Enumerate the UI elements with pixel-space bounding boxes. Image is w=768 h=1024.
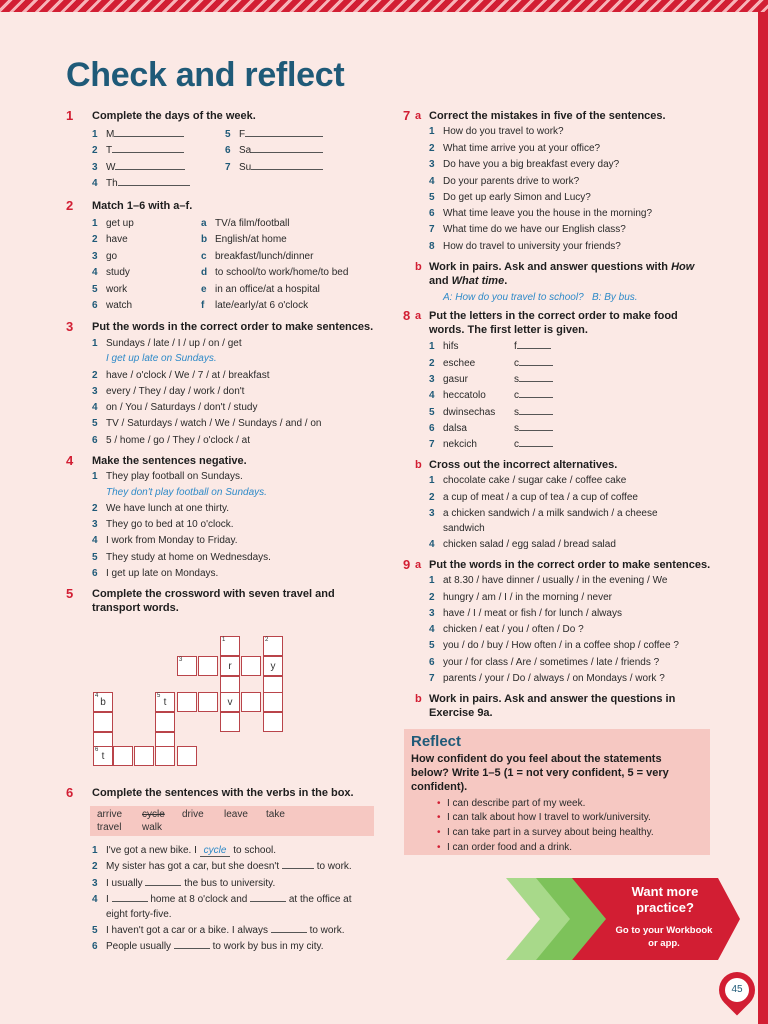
exercise-9b-instruction: Work in pairs. Ask and answer the questions in: [429, 693, 676, 705]
banner-subtext[interactable]: Go to your Workbook or app.: [615, 925, 713, 949]
ex3-item: 3 every / They / day / work / don't: [92, 386, 245, 397]
ex3-item: 6 5 / home / go / They / o'clock / at: [92, 435, 251, 446]
ex2-left-item: 4 study: [92, 267, 130, 278]
ex7-item: 5 Do get up early Simon and Lucy?: [429, 192, 591, 203]
ex4-item: 1 They play football on Sundays.: [92, 471, 243, 482]
ex1-item: 3 W: [92, 160, 185, 175]
ex1-item: 6 Sa: [225, 143, 323, 158]
ex7-item: 8 How do travel to university your friends?: [429, 241, 621, 252]
crossword-cell[interactable]: [198, 692, 218, 712]
box-word-used: cycle: [142, 809, 165, 820]
ex2-right-item: f late/early/at 6 o'clock: [201, 300, 309, 311]
ex7-item: 4 Do your parents drive to work?: [429, 176, 580, 187]
ex8b-item: 3 a chicken sandwich / a milk sandwich / a cheese: [429, 508, 658, 519]
exercise-6-instruction: Complete the sentences with the verbs in the box.: [92, 787, 354, 799]
exercise-6-number: 6: [66, 785, 74, 800]
exercise-1-number: 1: [66, 108, 74, 123]
ex4-item: 4 I work from Monday to Friday.: [92, 535, 238, 546]
ex9-item: 5 you / do / buy / How often / in a coffee shop / coffee ?: [429, 640, 679, 651]
ex2-right-item: b English/at home: [201, 234, 287, 245]
ex6-item: 3 I usually the bus to university.: [92, 878, 276, 889]
exercise-8-number: 8: [403, 308, 411, 323]
ex3-example-answer: I get up late on Sundays.: [106, 353, 217, 364]
crossword-cell[interactable]: v: [220, 692, 240, 712]
right-edge-stripe: [758, 12, 768, 1024]
box-word: drive: [182, 809, 204, 820]
exercise-7a-instruction: Correct the mistakes in five of the sentences.: [429, 110, 666, 122]
box-word: travel: [97, 822, 122, 833]
ex2-left-item: 2 have: [92, 234, 128, 245]
ex9-item: 3 have / I / meat or fish / for lunch / always: [429, 608, 622, 619]
top-stripe: [0, 0, 768, 12]
exercise-8a-label: a: [415, 310, 422, 322]
ex3-item: 1 Sundays / late / I / up / on / get: [92, 338, 242, 349]
exercise-3-number: 3: [66, 319, 74, 334]
ex8-item: 6 dalsa s: [429, 421, 553, 436]
crossword-cell[interactable]: [113, 746, 133, 766]
reflect-bullet: • I can order food and a drink.: [437, 842, 573, 853]
exercise-4-number: 4: [66, 453, 74, 468]
exercise-9a-instruction: Put the words in the correct order to make sentences.: [429, 559, 711, 571]
banner-heading[interactable]: Want more practice?: [631, 884, 699, 915]
crossword-cell[interactable]: [134, 746, 154, 766]
crossword-cell[interactable]: [155, 746, 175, 766]
ex6-item: 1 I've got a new bike. I cycle to school.: [92, 845, 277, 856]
crossword-cell[interactable]: 2: [263, 636, 283, 656]
crossword-cell[interactable]: 5 t: [155, 692, 175, 712]
ex7b-example: A: How do you travel to school? B: By bus.: [443, 292, 638, 303]
exercise-9b-instruction-cont: Exercise 9a.: [429, 707, 493, 719]
box-word: leave: [224, 809, 248, 820]
ex8-item: 4 heccatolo c: [429, 388, 553, 403]
exercise-5-instruction-cont: transport words.: [92, 602, 179, 614]
exercise-8b-instruction: Cross out the incorrect alternatives.: [429, 459, 618, 471]
crossword-cell[interactable]: y: [263, 656, 283, 676]
ex6-item-cont: eight forty-five.: [106, 909, 172, 920]
ex8-item: 3 gasur s: [429, 372, 553, 387]
ex6-item: 4 I home at 8 o'clock and at the office at: [92, 894, 352, 905]
exercise-3-instruction: Put the words in the correct order to make sentences.: [92, 321, 374, 333]
exercise-7b-instruction-cont: and What time.: [429, 275, 508, 287]
ex9-item: 1 at 8.30 / have dinner / usually / in the evening / We: [429, 575, 668, 586]
ex1-item: 2 T: [92, 143, 184, 158]
ex7-item: 3 Do have you a big breakfast every day?: [429, 159, 620, 170]
crossword-cell[interactable]: [155, 712, 175, 732]
box-word: take: [266, 809, 285, 820]
ex3-item: 4 on / You / Saturdays / don't / study: [92, 402, 258, 413]
ex2-right-item: c breakfast/lunch/dinner: [201, 251, 314, 262]
ex4-item: 2 We have lunch at one thirty.: [92, 503, 230, 514]
exercise-8a-instruction: Put the letters in the correct order to make food: [429, 310, 678, 322]
ex2-right-item: d to school/to work/home/to bed: [201, 267, 349, 278]
crossword-cell[interactable]: [198, 656, 218, 676]
ex8-item: 1 hifs f: [429, 339, 551, 354]
page-number: 45: [731, 984, 743, 995]
exercise-8b-label: b: [415, 459, 422, 471]
ex1-item: 5 F: [225, 127, 323, 142]
crossword-cell[interactable]: [93, 712, 113, 732]
ex9-item: 4 chicken / eat / you / often / Do ?: [429, 624, 584, 635]
ex4-item: 6 I get up late on Mondays.: [92, 568, 219, 579]
ex1-item: 7 Su: [225, 160, 323, 175]
ex8b-item: 1 chocolate cake / sugar cake / coffee cake: [429, 475, 627, 486]
crossword-cell[interactable]: 3: [177, 656, 197, 676]
ex4-item: 3 They go to bed at 10 o'clock.: [92, 519, 234, 530]
exercise-5-number: 5: [66, 586, 74, 601]
ex9-item: 6 your / for class / Are / sometimes / late / friends ?: [429, 657, 660, 668]
ex4-example-answer: They don't play football on Sundays.: [106, 487, 267, 498]
ex8b-item: 2 a cup of meat / a cup of tea / a cup of coffee: [429, 492, 638, 503]
ex2-right-item: a TV/a film/football: [201, 218, 290, 229]
exercise-2-number: 2: [66, 198, 74, 213]
word-box: [90, 806, 374, 836]
ex2-left-item: 5 work: [92, 284, 128, 295]
reflect-title: Reflect: [411, 733, 462, 750]
crossword-cell[interactable]: 6 t: [93, 746, 113, 766]
exercise-9-number: 9: [403, 557, 411, 572]
ex8-item: 7 nekcich c: [429, 437, 553, 452]
exercise-9b-label: b: [415, 693, 422, 705]
exercise-8a-instruction-cont: words. The first letter is given.: [429, 324, 588, 336]
crossword-cell[interactable]: [177, 692, 197, 712]
exercise-7-number: 7: [403, 108, 411, 123]
box-word: arrive: [97, 809, 123, 820]
reflect-intro: How confident do you feel about the statements: [411, 753, 662, 765]
ex8b-item-cont: sandwich: [443, 523, 485, 534]
box-word: walk: [142, 822, 163, 833]
exercise-4-instruction: Make the sentences negative.: [92, 455, 247, 467]
crossword-cell[interactable]: 1: [220, 636, 240, 656]
crossword-cell[interactable]: [177, 746, 197, 766]
ex1-item: 4 Th: [92, 176, 190, 191]
reflect-bullet: • I can take part in a survey about being healthy.: [437, 827, 654, 838]
ex7-item: 6 What time leave you the house in the morning?: [429, 208, 653, 219]
ex6-item: 5 I haven't got a car or a bike. I always to work.: [92, 925, 345, 936]
crossword-cell[interactable]: r: [220, 656, 240, 676]
crossword-cell[interactable]: [241, 656, 261, 676]
exercise-2-instruction: Match 1–6 with a–f.: [92, 200, 193, 212]
ex2-left-item: 1 get up: [92, 218, 134, 229]
exercise-1-instruction: Complete the days of the week.: [92, 110, 256, 122]
ex6-item: 2 My sister has got a car, but she doesn't to work.: [92, 861, 352, 872]
reflect-intro-cont: below? Write 1–5 (1 = not very confident, 5 = very: [411, 767, 669, 779]
crossword-cell[interactable]: [263, 712, 283, 732]
ex7-item: 2 What time arrive you at your office?: [429, 143, 601, 154]
ex9-item: 2 hungry / am / I / in the morning / never: [429, 592, 612, 603]
reflect-bullet: • I can talk about how I travel to work/university.: [437, 812, 651, 823]
crossword-cell[interactable]: [263, 692, 283, 712]
ex7-item: 1 How do you travel to work?: [429, 126, 564, 137]
ex2-left-item: 3 go: [92, 251, 118, 262]
ex3-item: 5 TV / Saturdays / watch / We / Sundays / and / on: [92, 418, 322, 429]
exercise-5-instruction: Complete the crossword with seven travel and: [92, 588, 335, 600]
crossword-cell[interactable]: [220, 712, 240, 732]
exercise-7a-label: a: [415, 110, 422, 122]
exercise-9a-label: a: [415, 559, 422, 571]
ex9-item: 7 parents / your / Do / always / on Mondays / work ?: [429, 673, 665, 684]
exercise-7b-instruction: Work in pairs. Ask and answer questions with How: [429, 261, 695, 273]
ex7-item: 7 What time do we have our English class?: [429, 224, 626, 235]
ex3-item: 2 have / o'clock / We / 7 / at / breakfast: [92, 370, 270, 381]
ex2-right-item: e in an office/at a hospital: [201, 284, 320, 295]
reflect-intro-cont: confident).: [411, 781, 468, 793]
exercise-7b-label: b: [415, 261, 422, 273]
ex8-item: 5 dwinsechas s: [429, 405, 553, 420]
crossword-cell[interactable]: 4 b: [93, 692, 113, 712]
crossword-cell[interactable]: [241, 692, 261, 712]
ex8-item: 2 eschee c: [429, 356, 553, 371]
ex4-item: 5 They study at home on Wednesdays.: [92, 552, 271, 563]
ex1-item: 1 M: [92, 127, 184, 142]
ex8b-item: 4 chicken salad / egg salad / bread salad: [429, 539, 616, 550]
ex2-left-item: 6 watch: [92, 300, 133, 311]
ex6-item: 6 People usually to work by bus in my city.: [92, 941, 324, 952]
page-title: Check and reflect: [66, 56, 345, 94]
reflect-bullet: • I can describe part of my week.: [437, 798, 586, 809]
